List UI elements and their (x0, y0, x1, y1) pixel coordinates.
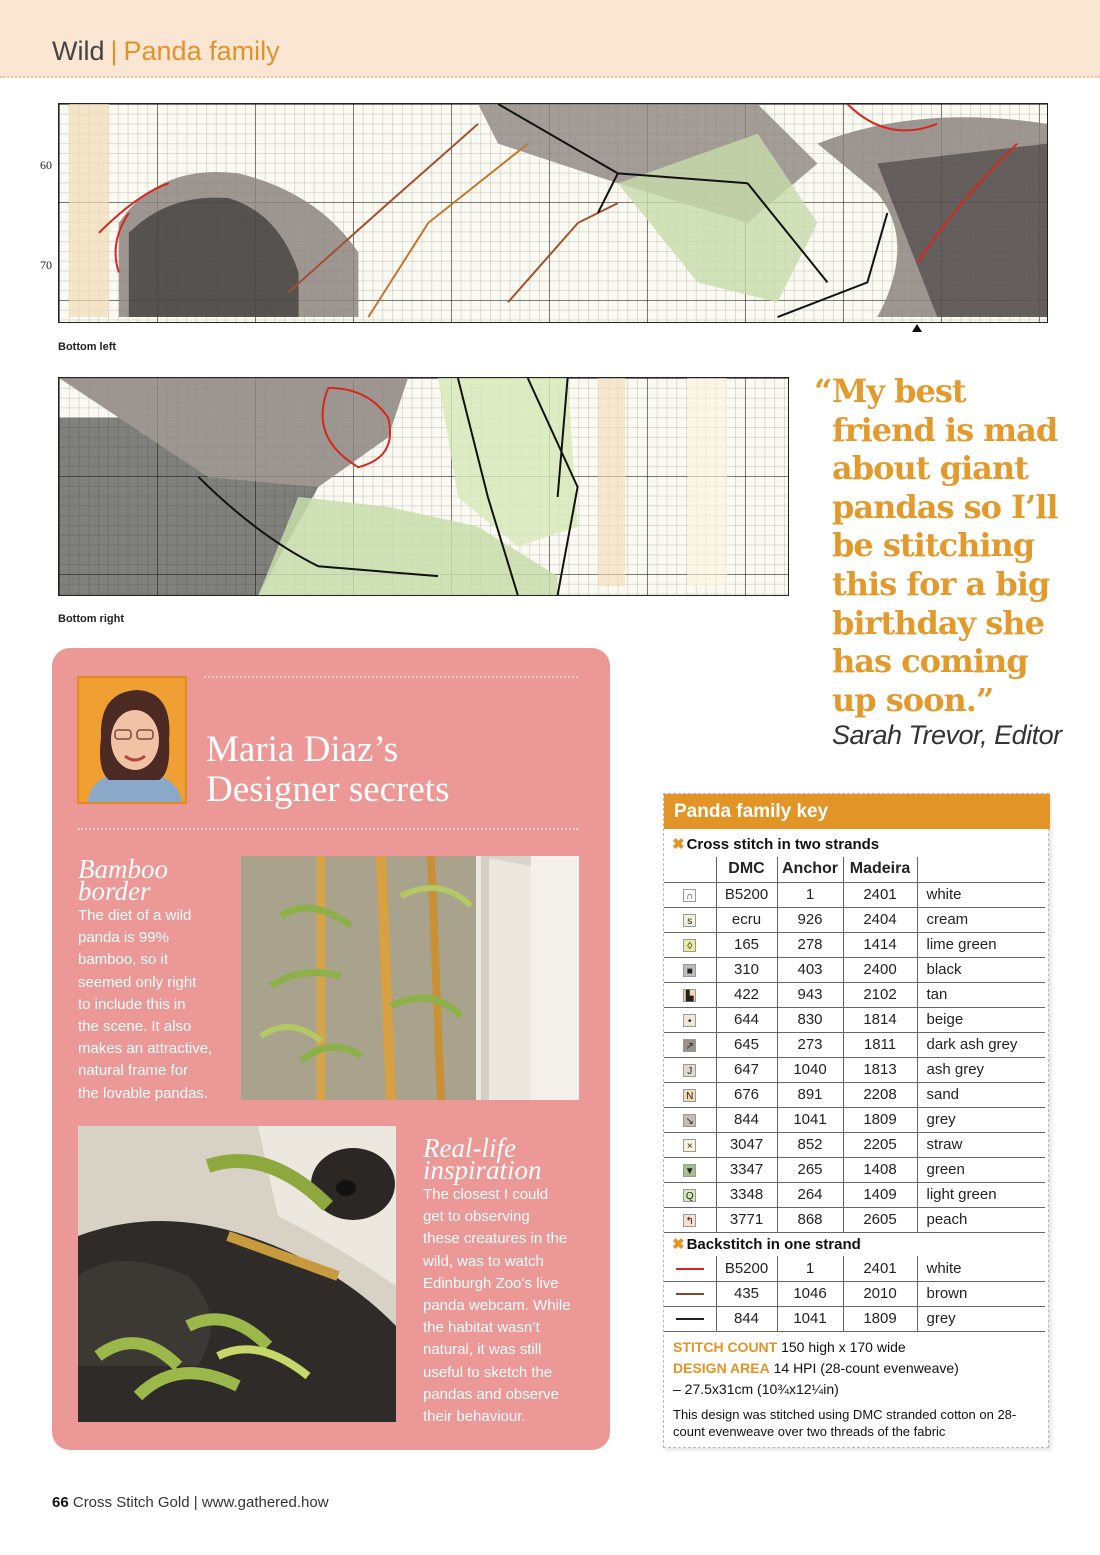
body-line: their behaviour. (423, 1408, 526, 1426)
key-row (664, 1306, 1045, 1331)
pattern-chart-bottom-left (58, 103, 1048, 323)
backstitch-line-icon (676, 1268, 704, 1270)
designer-title-line: Maria Diaz’s (206, 729, 399, 770)
cross-bullet-icon: ✖ (672, 836, 685, 853)
body-line: useful to sketch the (423, 1363, 553, 1381)
design-area-value: 14 HPI (28-count evenweave) (773, 1360, 959, 1376)
colour-name-cell: black (917, 957, 1045, 982)
heading-line: border (78, 876, 151, 906)
madeira-cell: 2010 (843, 1281, 917, 1306)
dmc-cell: B5200 (716, 882, 777, 907)
dotted-divider (204, 676, 578, 678)
colour-name-cell: lime green (917, 932, 1045, 957)
dmc-cell: 644 (716, 1007, 777, 1032)
symbol-cell (664, 1182, 716, 1207)
topic-label: Panda family (123, 36, 280, 66)
key-row (664, 907, 1045, 932)
symbol-cell (664, 1207, 716, 1232)
design-area (673, 1360, 959, 1376)
line-cell (664, 1306, 716, 1331)
page-header (0, 0, 1100, 78)
row-label-70: 70 (40, 258, 52, 272)
thread-symbol-icon: s (683, 914, 696, 927)
column-header: DMC (716, 857, 777, 882)
colour-name-cell: grey (917, 1107, 1045, 1132)
thread-symbol-icon: N (683, 1089, 696, 1102)
design-area-size: – 27.5x31cm (10¾x12¼in) (673, 1381, 839, 1397)
anchor-cell: 265 (777, 1157, 843, 1182)
dmc-cell: 310 (716, 957, 777, 982)
thread-symbol-icon: Q (683, 1189, 696, 1202)
colour-name-cell: light green (917, 1182, 1045, 1207)
thread-symbol-icon: J (683, 1064, 696, 1077)
quote-line: birthday she (832, 603, 1044, 642)
colour-name-cell: tan (917, 982, 1045, 1007)
quote-line: this for a big (832, 564, 1050, 603)
body-line: wild, was to watch (423, 1252, 544, 1270)
backstitch-line-icon (676, 1293, 704, 1295)
real-life-inspiration-heading (423, 1133, 542, 1185)
key-row (664, 882, 1045, 907)
symbol-cell (664, 1007, 716, 1032)
heading-line: Bamboo (78, 854, 168, 884)
key-row (664, 932, 1045, 957)
body-line: the habitat wasn’t (423, 1319, 540, 1337)
key-row (664, 1281, 1045, 1306)
colour-name-cell: beige (917, 1007, 1045, 1032)
backstitch-line-icon (676, 1318, 704, 1320)
anchor-cell: 1041 (777, 1107, 843, 1132)
anchor-cell: 926 (777, 907, 843, 932)
backstitch-heading (672, 1235, 861, 1253)
key-row (664, 1256, 1045, 1281)
center-marker-icon (912, 324, 922, 332)
body-line: panda webcam. While (423, 1297, 571, 1315)
thread-symbol-icon: ↗ (683, 1039, 696, 1052)
body-line: the scene. It also (78, 1018, 192, 1036)
dmc-cell: 422 (716, 982, 777, 1007)
page-footer: 66 Cross Stitch Gold | www.gathered.how (52, 1494, 329, 1511)
dmc-cell: 647 (716, 1057, 777, 1082)
body-line: bamboo, so it (78, 951, 169, 969)
madeira-cell: 2404 (843, 907, 917, 932)
key-row (664, 982, 1045, 1007)
designer-title-line: Designer secrets (206, 769, 450, 810)
thread-symbol-icon: ■ (683, 964, 696, 977)
body-line: natural frame for (78, 1062, 189, 1080)
dotted-divider (78, 828, 578, 830)
colour-name-cell: peach (917, 1207, 1045, 1232)
symbol-column-header (664, 857, 716, 882)
stitched-bamboo-photo (241, 856, 579, 1100)
thread-symbol-icon: ↘ (683, 1114, 696, 1127)
body-line: makes an attractive, (78, 1040, 213, 1058)
quote-line: pandas so I’ll (832, 487, 1058, 526)
thread-symbol-icon: • (683, 1014, 696, 1027)
anchor-cell: 264 (777, 1182, 843, 1207)
madeira-cell: 1409 (843, 1182, 917, 1207)
quote-line: about giant (832, 449, 1028, 488)
anchor-cell: 403 (777, 957, 843, 982)
body-line: to include this in (78, 995, 186, 1013)
dmc-cell: 3771 (716, 1207, 777, 1232)
bamboo-border-text (78, 905, 228, 1105)
anchor-cell: 278 (777, 932, 843, 957)
body-line: The closest I could (423, 1186, 549, 1203)
pattern-chart-drawing (59, 104, 1047, 322)
chart-caption-bottom-left: Bottom left (58, 341, 117, 353)
madeira-cell: 2208 (843, 1082, 917, 1107)
madeira-cell: 1809 (843, 1107, 917, 1132)
key-row (664, 1107, 1045, 1132)
column-header: Madeira (843, 857, 917, 882)
dmc-cell: 165 (716, 932, 777, 957)
stitch-count (673, 1339, 906, 1355)
bamboo-border-heading (78, 854, 168, 906)
thread-symbol-icon: ▼ (684, 1166, 695, 1177)
madeira-cell: 2102 (843, 982, 917, 1007)
body-line: Edinburgh Zoo’s live (423, 1274, 559, 1292)
quote-line: be stitching (832, 526, 1035, 565)
cross-stitch-heading (672, 835, 879, 853)
key-row (664, 1032, 1045, 1057)
anchor-cell: 1 (777, 1256, 843, 1281)
panda-family-key (663, 793, 1049, 1448)
section-divider: | (110, 36, 118, 66)
madeira-cell: 2401 (843, 882, 917, 907)
colour-name-cell: grey (917, 1306, 1045, 1331)
colour-name-cell: cream (917, 907, 1045, 932)
magazine-name: Cross Stitch Gold (72, 1494, 190, 1511)
stitch-count-value: 150 high x 170 wide (781, 1339, 906, 1355)
colour-name-cell: green (917, 1157, 1045, 1182)
line-cell (664, 1256, 716, 1281)
symbol-cell (664, 1057, 716, 1082)
table-header-row (664, 857, 1045, 882)
column-header: Anchor (777, 857, 843, 882)
chart-caption-bottom-right: Bottom right (58, 613, 124, 625)
key-row (664, 957, 1045, 982)
name-column-header (917, 857, 1045, 882)
anchor-cell: 1040 (777, 1057, 843, 1082)
designer-portrait (77, 676, 187, 804)
key-row (664, 1157, 1045, 1182)
cross-stitch-table (664, 857, 1045, 1233)
body-line: The diet of a wild (78, 907, 192, 924)
madeira-cell: 1813 (843, 1057, 917, 1082)
anchor-cell: 868 (777, 1207, 843, 1232)
key-row (664, 1182, 1045, 1207)
key-row (664, 1082, 1045, 1107)
symbol-cell (664, 1082, 716, 1107)
symbol-cell (664, 982, 716, 1007)
madeira-cell: 2400 (843, 957, 917, 982)
anchor-cell: 1 (777, 882, 843, 907)
pattern-chart-bottom-right (58, 377, 789, 596)
symbol-cell (664, 907, 716, 932)
symbol-cell (664, 932, 716, 957)
pull-quote (814, 372, 1058, 719)
anchor-cell: 891 (777, 1082, 843, 1107)
design-area-label: DESIGN AREA (673, 1360, 770, 1376)
dmc-cell: 844 (716, 1306, 777, 1331)
panda-stitch-photo (78, 1126, 396, 1422)
designer-title (206, 730, 449, 810)
heading-line: inspiration (423, 1155, 542, 1185)
anchor-cell: 943 (777, 982, 843, 1007)
colour-name-cell: ash grey (917, 1057, 1045, 1082)
madeira-cell: 2205 (843, 1132, 917, 1157)
key-row (664, 1132, 1045, 1157)
key-title: Panda family key (664, 794, 1050, 829)
backstitch-table (664, 1256, 1045, 1332)
colour-name-cell: white (917, 1256, 1045, 1281)
stitched-panda-photo (78, 1126, 396, 1422)
backstitch-bullet-icon: ✖ (672, 1236, 685, 1253)
body-line: pandas and observe (423, 1385, 559, 1403)
anchor-cell: 1041 (777, 1306, 843, 1331)
madeira-cell: 2605 (843, 1207, 917, 1232)
page-number: 66 (52, 1494, 69, 1511)
key-note: This design was stitched using DMC stranded cotton on 28-count evenweave over two threads of the fabric (673, 1407, 1017, 1439)
backstitch-heading-label: Backstitch in one strand (686, 1236, 861, 1253)
anchor-cell: 1046 (777, 1281, 843, 1306)
cross-stitch-heading-label: Cross stitch in two strands (686, 836, 880, 853)
thread-symbol-icon: ↰ (683, 1214, 696, 1227)
symbol-cell (664, 1157, 716, 1182)
thread-symbol-icon: × (683, 1139, 696, 1152)
symbol-cell (664, 1107, 716, 1132)
section-label: Wild (52, 36, 105, 66)
dmc-cell: 676 (716, 1082, 777, 1107)
heading-line: Real-life (423, 1133, 516, 1163)
thread-symbol-icon: ◊ (683, 939, 696, 952)
symbol-cell (664, 957, 716, 982)
madeira-cell: 1809 (843, 1306, 917, 1331)
dmc-cell: B5200 (716, 1256, 777, 1281)
madeira-cell: 2401 (843, 1256, 917, 1281)
dmc-cell: 3347 (716, 1157, 777, 1182)
anchor-cell: 852 (777, 1132, 843, 1157)
quote-line: friend is mad (832, 410, 1058, 449)
dmc-cell: 3047 (716, 1132, 777, 1157)
body-line: these creatures in the (423, 1230, 568, 1248)
madeira-cell: 1414 (843, 932, 917, 957)
body-line: seemed only right (78, 973, 197, 991)
symbol-cell (664, 1032, 716, 1057)
dmc-cell: ecru (716, 907, 777, 932)
body-line: panda is 99% (78, 929, 169, 947)
madeira-cell: 1814 (843, 1007, 917, 1032)
key-row (664, 1007, 1045, 1032)
body-line: the lovable pandas. (78, 1084, 209, 1102)
real-life-inspiration-text (423, 1184, 603, 1428)
website: www.gathered.how (201, 1494, 329, 1511)
section-title (52, 36, 280, 67)
key-row (664, 1207, 1045, 1232)
quote-line: has coming (832, 642, 1028, 681)
dmc-cell: 645 (716, 1032, 777, 1057)
dmc-cell: 3348 (716, 1182, 777, 1207)
symbol-cell (664, 1132, 716, 1157)
anchor-cell: 830 (777, 1007, 843, 1032)
body-line: get to observing (423, 1208, 530, 1226)
quote-mark: “ (814, 372, 832, 410)
quote-line: My best (832, 372, 966, 410)
row-label-60: 60 (40, 158, 52, 172)
bamboo-border-photo (241, 856, 579, 1100)
dmc-cell: 435 (716, 1281, 777, 1306)
pattern-chart-drawing (59, 378, 788, 595)
colour-name-cell: dark ash grey (917, 1032, 1045, 1057)
thread-symbol-icon: ▙ (683, 989, 696, 1002)
anchor-cell: 273 (777, 1032, 843, 1057)
colour-name-cell: white (917, 882, 1045, 907)
colour-name-cell: sand (917, 1082, 1045, 1107)
quote-line: up soon.” (832, 680, 994, 719)
designer-photo (79, 678, 187, 804)
key-row (664, 1057, 1045, 1082)
body-line: natural, it was still (423, 1341, 542, 1359)
symbol-cell (664, 882, 716, 907)
stitch-count-label: STITCH COUNT (673, 1339, 778, 1355)
madeira-cell: 1811 (843, 1032, 917, 1057)
quote-author: Sarah Trevor, Editor (832, 720, 1062, 750)
colour-name-cell: brown (917, 1281, 1045, 1306)
line-cell (664, 1281, 716, 1306)
dmc-cell: 844 (716, 1107, 777, 1132)
madeira-cell: 1408 (843, 1157, 917, 1182)
colour-name-cell: straw (917, 1132, 1045, 1157)
thread-symbol-icon: ∩ (683, 889, 696, 902)
